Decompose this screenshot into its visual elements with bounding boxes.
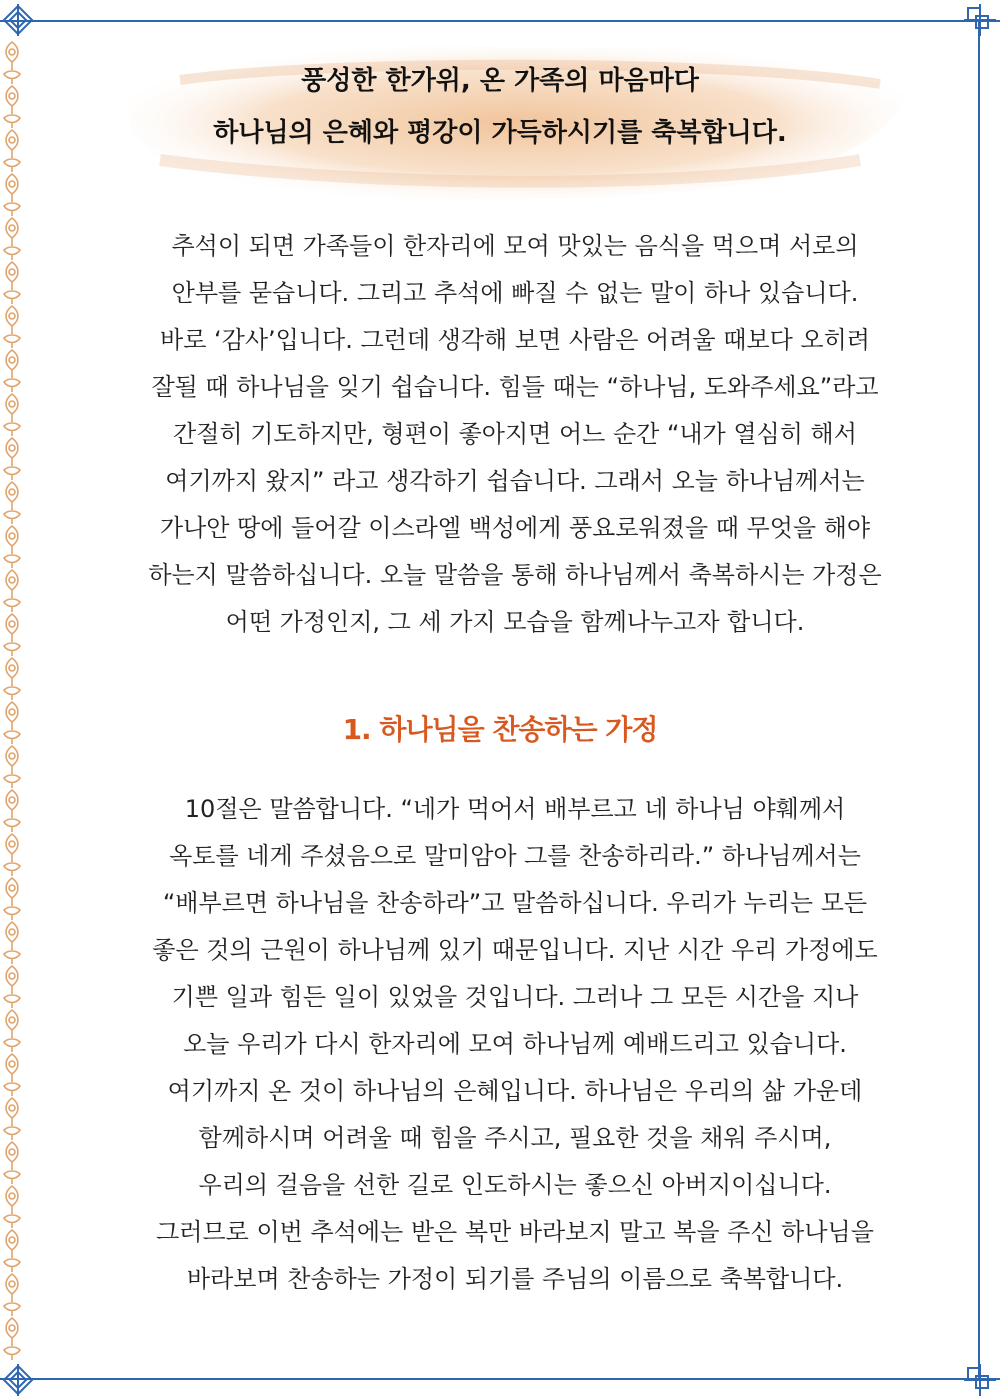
corner-knot-bottom-right-icon	[962, 1362, 998, 1398]
section-1-line: 옥토를 네게 주셨음으로 말미암아 그를 찬송하리라.” 하나님께서는	[169, 842, 861, 870]
intro-line: 간절히 기도하지만, 형편이 좋아지면 어느 순간 “내가 열심히 해서	[173, 420, 857, 448]
corner-knot-top-left-icon	[0, 2, 36, 38]
section-1-title: 1. 하나님을 찬송하는 가정	[342, 713, 658, 746]
intro-line: 잘될 때 하나님을 잊기 쉽습니다. 힘들 때는 “하나님, 도와주세요”라고	[151, 373, 879, 401]
intro-line: 바로 ‘감사’입니다. 그런데 생각해 보면 사람은 어려울 때보다 오히려	[160, 326, 870, 354]
section-1-line: 10절은 말씀합니다. “네가 먹어서 배부르고 네 하나님 야훼께서	[184, 795, 846, 823]
section-1-line: 그러므로 이번 추석에는 받은 복만 바라보지 말고 복을 주신 하나님을	[156, 1218, 874, 1246]
intro-line: 추석이 되면 가족들이 한자리에 모여 맛있는 음식을 먹으며 서로의	[171, 232, 859, 260]
section-1-line: 좋은 것의 근원이 하나님께 있기 때문입니다. 지난 시간 우리 가정에도	[152, 936, 878, 964]
section-1-line: “배부르면 하나님을 찬송하라”고 말씀하십니다. 우리가 누리는 모든	[162, 889, 868, 917]
corner-knot-bottom-left-icon	[0, 1362, 36, 1398]
section-1-line: 바라보며 찬송하는 가정이 되기를 주님의 이름으로 축복합니다.	[186, 1265, 844, 1293]
floral-border-icon	[0, 40, 24, 1360]
section-1-line: 기쁜 일과 힘든 일이 있었을 것입니다. 그러나 그 모든 시간을 지나	[171, 983, 859, 1011]
intro-line: 가나안 땅에 들어갈 이스라엘 백성에게 풍요로워졌을 때 무엇을 해야	[159, 514, 871, 542]
intro-line: 어떤 가정인지, 그 세 가지 모습을 함께나누고자 합니다.	[225, 608, 805, 636]
header-line-1: 풍성한 한가위, 온 가족의 마음마다	[301, 66, 699, 96]
section-1-paragraph	[40, 786, 990, 1303]
intro-line: 하는지 말씀하십니다. 오늘 말씀을 통해 하나님께서 축복하시는 가정은	[148, 561, 882, 589]
intro-line: 안부를 묻습니다. 그리고 추석에 빠질 수 없는 말이 하나 있습니다.	[171, 279, 859, 307]
corner-knot-top-right-icon	[962, 2, 998, 38]
section-1-line: 함께하시며 어려울 때 힘을 주시고, 필요한 것을 채워 주시며,	[198, 1124, 832, 1152]
section-1-line: 오늘 우리가 다시 한자리에 모여 하나님께 예배드리고 있습니다.	[183, 1030, 847, 1058]
section-1-line: 우리의 걸음을 선한 길로 인도하시는 좋으신 아버지이십니다.	[198, 1171, 832, 1199]
header-line-2: 하나님의 은혜와 평강이 가득하시기를 축복합니다.	[213, 118, 787, 148]
intro-paragraph	[40, 223, 990, 646]
frame-bottom-line	[0, 1378, 1000, 1380]
section-1-line: 여기까지 온 것이 하나님의 은혜입니다. 하나님은 우리의 삶 가운데	[167, 1077, 863, 1105]
intro-line: 여기까지 왔지” 라고 생각하기 쉽습니다. 그래서 오늘 하나님께서는	[165, 467, 865, 495]
